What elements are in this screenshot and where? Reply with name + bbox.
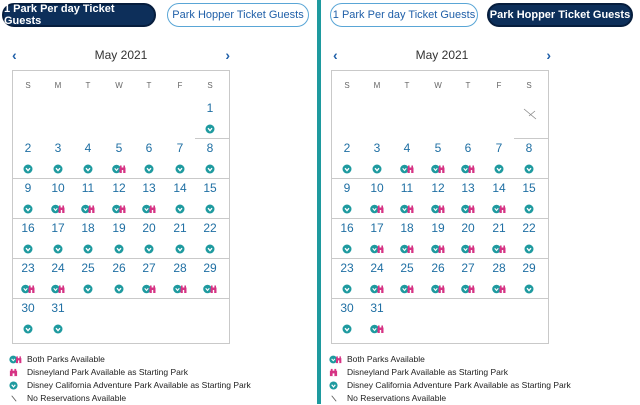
day-number: 22	[522, 221, 536, 235]
dca-check-icon	[342, 281, 352, 291]
both-parks-icon	[81, 201, 91, 211]
day-cell[interactable]	[165, 219, 195, 259]
legend-label: Disney California Adventure Park Available as Starting Park	[27, 380, 251, 390]
next-month-button[interactable]: ›	[546, 47, 551, 63]
weekday-label: M	[54, 81, 62, 90]
day-number: 9	[343, 181, 351, 195]
day-cell[interactable]	[13, 219, 43, 259]
dca-check-icon	[83, 281, 93, 291]
both-parks-icon	[370, 281, 380, 291]
day-number: 19	[431, 221, 445, 235]
day-number: 13	[461, 181, 475, 195]
weekday-label: F	[496, 81, 502, 90]
dca-check-icon	[205, 121, 215, 131]
dca-check-icon	[144, 241, 154, 251]
weekday-label: T	[146, 81, 152, 90]
day-cell[interactable]	[43, 299, 73, 339]
day-cell[interactable]	[423, 139, 453, 179]
day-cell[interactable]	[195, 139, 225, 179]
dca-check-icon	[342, 321, 352, 331]
day-number: 15	[522, 181, 536, 195]
day-cell[interactable]	[392, 139, 422, 179]
day-number: 7	[495, 141, 503, 155]
both-parks-icon	[370, 321, 380, 331]
dca-check-icon	[205, 161, 215, 171]
day-cell[interactable]	[332, 299, 362, 339]
day-number: 13	[142, 181, 156, 195]
day-cell[interactable]	[43, 179, 73, 219]
day-cell[interactable]	[362, 219, 392, 259]
month-title: May 2021	[94, 48, 148, 62]
legend-label: Both Parks Available	[27, 354, 105, 364]
day-cell[interactable]	[423, 219, 453, 259]
dca-check-icon	[53, 161, 63, 171]
weekday-label: S	[25, 81, 31, 90]
weekday-label: T	[404, 81, 410, 90]
dca-check-icon	[342, 161, 352, 171]
legend-label: Disney California Adventure Park Available as Starting Park	[347, 380, 571, 390]
day-cell[interactable]	[484, 139, 514, 179]
day-number: 17	[370, 221, 384, 235]
day-number: 7	[176, 141, 184, 155]
day-number: 3	[54, 141, 62, 155]
day-cell[interactable]	[195, 259, 225, 299]
dca-check-icon	[175, 201, 185, 211]
day-cell[interactable]	[13, 139, 43, 179]
day-number: 8	[525, 141, 533, 155]
month-header	[12, 47, 230, 67]
day-cell[interactable]	[392, 179, 422, 219]
day-cell[interactable]	[453, 219, 483, 259]
dca-check-icon	[175, 241, 185, 251]
day-cell[interactable]	[43, 259, 73, 299]
day-number: 2	[24, 141, 32, 155]
day-number: 24	[51, 261, 65, 275]
weekday-label: T	[85, 81, 91, 90]
legend-label: Both Parks Available	[347, 354, 425, 364]
dca-check-icon	[83, 161, 93, 171]
day-number: 21	[492, 221, 506, 235]
both-parks-icon	[112, 161, 122, 171]
day-number: 27	[142, 261, 156, 275]
weekday-label: S	[344, 81, 350, 90]
dca-check-icon	[53, 241, 63, 251]
day-number: 5	[434, 141, 442, 155]
day-cell[interactable]	[73, 259, 103, 299]
day-cell[interactable]	[104, 259, 134, 299]
next-month-button[interactable]: ›	[225, 47, 230, 63]
both-parks-icon	[112, 201, 122, 211]
day-cell[interactable]	[423, 179, 453, 219]
day-cell[interactable]	[362, 299, 392, 339]
dca-check-icon	[372, 161, 382, 171]
day-number: 29	[203, 261, 217, 275]
day-number: 31	[51, 301, 65, 315]
dca-check-icon	[524, 201, 534, 211]
day-cell[interactable]	[332, 139, 362, 179]
day-number: 21	[173, 221, 187, 235]
weekday-label: M	[373, 81, 381, 90]
both-parks-icon	[461, 201, 471, 211]
calendar-grid	[12, 70, 230, 344]
day-cell[interactable]	[165, 179, 195, 219]
day-number: 28	[173, 261, 187, 275]
day-number: 25	[400, 261, 414, 275]
day-cell[interactable]	[13, 259, 43, 299]
day-cell[interactable]	[332, 259, 362, 299]
both-parks-icon	[173, 281, 183, 291]
day-cell[interactable]	[362, 139, 392, 179]
weekday-label: T	[465, 81, 471, 90]
day-number: 14	[173, 181, 187, 195]
legend-label: No Reservations Available	[27, 393, 127, 403]
dca-check-icon	[342, 201, 352, 211]
weekday-label: W	[434, 81, 442, 90]
day-cell[interactable]	[134, 259, 164, 299]
dca-check-icon	[494, 161, 504, 171]
day-cell[interactable]	[195, 179, 225, 219]
day-number: 4	[403, 141, 411, 155]
day-cell[interactable]	[43, 219, 73, 259]
no-reservation-icon	[520, 107, 540, 126]
both-parks-icon	[431, 161, 441, 171]
dca-check-icon	[23, 321, 33, 331]
day-number: 3	[373, 141, 381, 155]
dca-check-icon	[205, 201, 215, 211]
weekday-label: S	[207, 81, 213, 90]
day-cell[interactable]	[73, 179, 103, 219]
both-parks-icon	[400, 201, 410, 211]
day-cell[interactable]	[104, 139, 134, 179]
dca-check-icon	[83, 241, 93, 251]
day-number: 18	[81, 221, 95, 235]
dca-check-icon	[524, 241, 534, 251]
dca-check-icon	[144, 161, 154, 171]
both-parks-icon	[400, 161, 410, 171]
dca-check-icon	[114, 241, 124, 251]
both-parks-icon	[461, 161, 471, 171]
day-cell[interactable]	[514, 259, 544, 299]
day-cell[interactable]	[392, 259, 422, 299]
day-cell[interactable]	[134, 219, 164, 259]
both-parks-icon	[400, 281, 410, 291]
day-number: 23	[340, 261, 354, 275]
day-number: 6	[464, 141, 472, 155]
day-cell[interactable]	[453, 259, 483, 299]
day-cell[interactable]	[362, 259, 392, 299]
both-parks-icon	[431, 281, 441, 291]
day-number: 11	[81, 181, 95, 195]
day-cell[interactable]	[13, 179, 43, 219]
month-title: May 2021	[415, 48, 469, 62]
day-cell[interactable]	[13, 299, 43, 339]
prev-month-button[interactable]: ‹	[12, 47, 17, 63]
day-number: 1	[206, 101, 214, 115]
day-cell[interactable]	[332, 179, 362, 219]
weekday-label: S	[526, 81, 532, 90]
day-cell[interactable]	[362, 179, 392, 219]
day-number: 11	[400, 181, 414, 195]
day-number: 26	[431, 261, 445, 275]
day-number: 14	[492, 181, 506, 195]
prev-month-button[interactable]: ‹	[333, 47, 338, 63]
both-parks-icon	[51, 281, 61, 291]
day-number: 30	[21, 301, 35, 315]
dca-check-icon	[23, 201, 33, 211]
tab-park-hopper[interactable]: Park Hopper Ticket Guests	[167, 3, 309, 27]
day-cell[interactable]	[484, 219, 514, 259]
day-cell[interactable]	[332, 219, 362, 259]
both-parks-icon	[431, 201, 441, 211]
day-number: 23	[21, 261, 35, 275]
dca-check-icon	[205, 241, 215, 251]
day-number: 6	[145, 141, 153, 155]
day-number: 17	[51, 221, 65, 235]
day-number: 20	[461, 221, 475, 235]
dca-check-icon	[524, 161, 534, 171]
tab-one-park-per-day[interactable]: 1 Park Per day Ticket Guests	[330, 3, 478, 27]
both-parks-icon	[461, 281, 471, 291]
day-cell[interactable]	[165, 259, 195, 299]
dca-check-icon	[23, 161, 33, 171]
day-number: 18	[400, 221, 414, 235]
day-cell[interactable]	[195, 219, 225, 259]
right-panel	[321, 0, 640, 404]
day-cell[interactable]	[134, 139, 164, 179]
legend-label: Disneyland Park Available as Starting Park	[27, 367, 188, 377]
month-header	[333, 47, 551, 67]
day-cell[interactable]	[484, 259, 514, 299]
day-number: 25	[81, 261, 95, 275]
day-cell[interactable]	[453, 179, 483, 219]
dca-check-icon	[53, 321, 63, 331]
day-cell[interactable]	[392, 219, 422, 259]
both-parks-icon	[203, 281, 213, 291]
day-cell[interactable]	[514, 219, 544, 259]
dca-check-icon	[114, 281, 124, 291]
day-cell[interactable]	[134, 179, 164, 219]
tab-one-park-per-day[interactable]: 1 Park Per day Ticket Guests	[2, 3, 156, 27]
day-number: 10	[370, 181, 384, 195]
day-cell[interactable]	[423, 259, 453, 299]
day-number: 16	[21, 221, 35, 235]
day-number: 16	[340, 221, 354, 235]
day-number: 19	[112, 221, 126, 235]
day-number: 4	[84, 141, 92, 155]
day-number: 31	[370, 301, 384, 315]
both-parks-icon	[21, 281, 31, 291]
day-cell[interactable]	[514, 179, 544, 219]
day-cell[interactable]	[73, 219, 103, 259]
day-number: 12	[431, 181, 445, 195]
day-cell[interactable]	[165, 139, 195, 179]
day-cell[interactable]	[104, 179, 134, 219]
both-parks-icon	[492, 241, 502, 251]
both-parks-icon	[370, 241, 380, 251]
both-parks-icon	[492, 281, 502, 291]
day-number: 24	[370, 261, 384, 275]
tab-park-hopper[interactable]: Park Hopper Ticket Guests	[487, 3, 633, 27]
day-number: 9	[24, 181, 32, 195]
dca-check-icon	[342, 241, 352, 251]
day-number: 22	[203, 221, 217, 235]
day-number: 15	[203, 181, 217, 195]
day-number: 5	[115, 141, 123, 155]
both-parks-icon	[400, 241, 410, 251]
both-parks-icon	[431, 241, 441, 251]
day-number: 30	[340, 301, 354, 315]
both-parks-icon	[370, 201, 380, 211]
day-cell[interactable]	[453, 139, 483, 179]
both-parks-icon	[461, 241, 471, 251]
dca-check-icon	[23, 241, 33, 251]
day-cell	[514, 99, 544, 139]
left-panel	[0, 0, 317, 404]
day-number: 28	[492, 261, 506, 275]
day-number: 26	[112, 261, 126, 275]
day-cell[interactable]	[73, 139, 103, 179]
day-number: 2	[343, 141, 351, 155]
day-number: 29	[522, 261, 536, 275]
day-cell[interactable]	[104, 219, 134, 259]
calendar-grid	[331, 70, 549, 344]
day-cell[interactable]	[514, 139, 544, 179]
day-number: 20	[142, 221, 156, 235]
day-number: 8	[206, 141, 214, 155]
day-cell[interactable]	[484, 179, 514, 219]
day-number: 27	[461, 261, 475, 275]
dca-check-icon	[524, 281, 534, 291]
legend-label: No Reservations Available	[347, 393, 447, 403]
day-number: 12	[112, 181, 126, 195]
day-cell[interactable]	[43, 139, 73, 179]
weekday-label: F	[177, 81, 183, 90]
both-parks-icon	[492, 201, 502, 211]
both-parks-icon	[142, 201, 152, 211]
day-cell[interactable]	[195, 99, 225, 139]
dca-check-icon	[175, 161, 185, 171]
both-parks-icon	[142, 281, 152, 291]
both-parks-icon	[51, 201, 61, 211]
weekday-label: W	[115, 81, 123, 90]
day-number: 10	[51, 181, 65, 195]
legend-label: Disneyland Park Available as Starting Park	[347, 367, 508, 377]
